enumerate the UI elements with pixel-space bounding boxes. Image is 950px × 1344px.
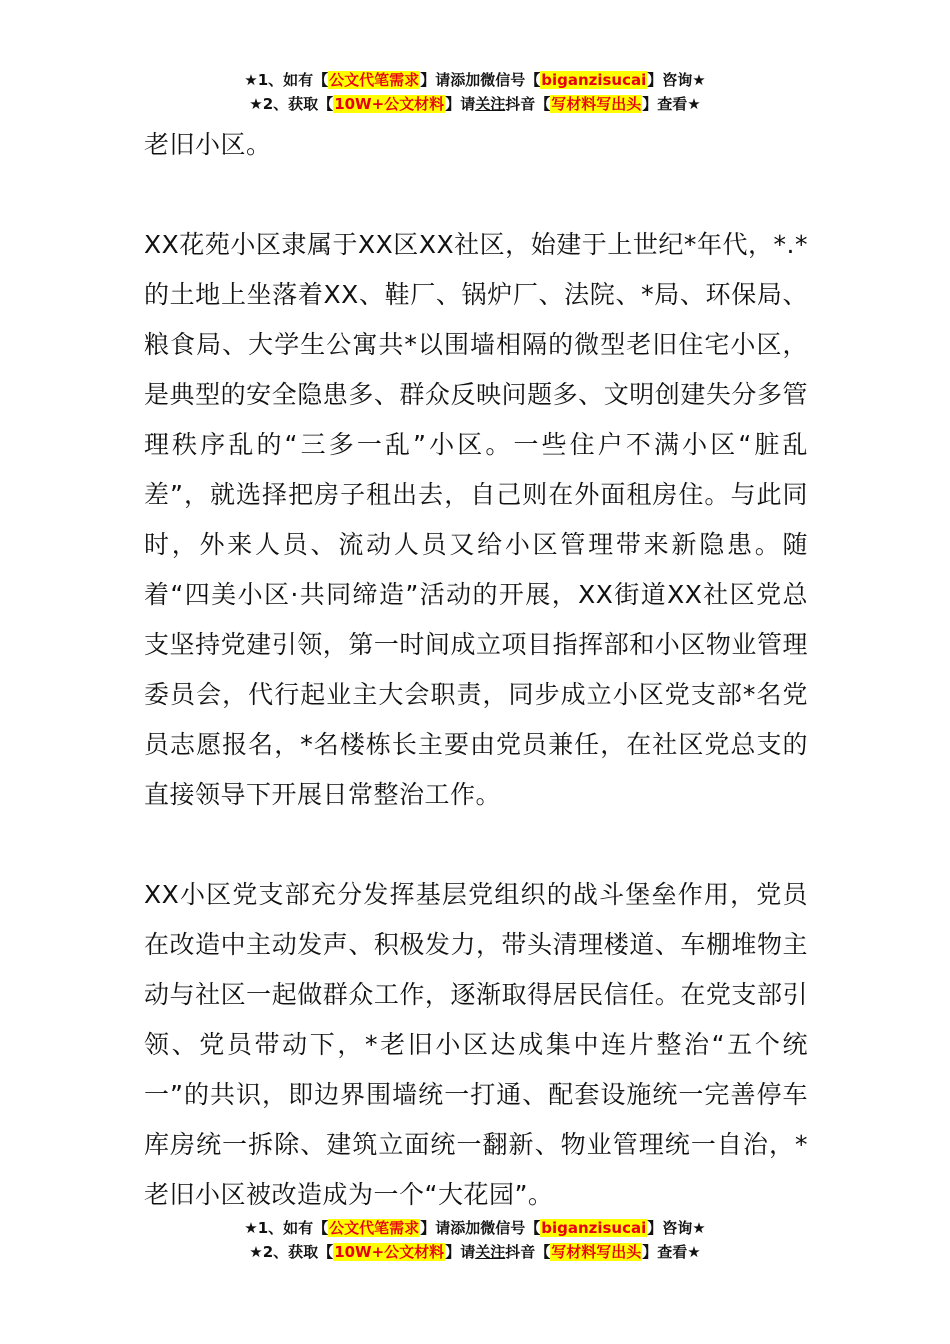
follow-text: 关注: [475, 1243, 506, 1261]
paragraph-gap: [144, 170, 808, 220]
highlight-service: 公文代笔需求: [329, 71, 420, 89]
highlight-wechat-id: biganzisucai: [541, 1219, 647, 1237]
highlight-account: 写材料写出头: [551, 95, 642, 113]
header-banner: [0, 68, 950, 116]
highlight-service: 公文代笔需求: [329, 1219, 420, 1237]
document-body: [144, 120, 808, 1220]
banner-line-2: ★2、获取【10W+公文材料】请关注抖音【写材料写出头】查看★: [249, 1243, 701, 1261]
footer-banner: [0, 1216, 950, 1264]
banner-line-1: ★1、如有【公文代笔需求】请添加微信号【biganzisucai】咨询★: [244, 71, 706, 89]
paragraph-0: 老旧小区。: [144, 130, 272, 159]
banner-line-1: ★1、如有【公文代笔需求】请添加微信号【biganzisucai】咨询★: [244, 1219, 706, 1237]
paragraph-2: XX小区党支部充分发挥基层党组织的战斗堡垒作用，党员在改造中主动发声、积极发力，带头清理楼道、车棚堆物主动与社区一起做群众工作，逐渐取得居民信任。在党支部引领、党员带动下，*老旧小区达成集中连片整治“五个统一”的共识，即边界围墙统一打通、配套设施统一完善停车库房统一拆除、建筑立面统一翻新、物业管理统一自治，*老旧小区被改造成为一个“大花园”。: [144, 880, 808, 1209]
highlight-materials: 10W+公文材料: [334, 95, 445, 113]
follow-text: 关注: [475, 95, 506, 113]
highlight-wechat-id: biganzisucai: [541, 71, 647, 89]
highlight-account: 写材料写出头: [551, 1243, 642, 1261]
highlight-materials: 10W+公文材料: [334, 1243, 445, 1261]
paragraph-1: XX花苑小区隶属于XX区XX社区，始建于上世纪*年代，*.*的土地上坐落着XX、鞋厂、锅炉厂、法院、*局、环保局、粮食局、大学生公寓共*以围墙相隔的微型老旧住宅小区，是典型的安全隐患多、群众反映问题多、文明创建失分多管理秩序乱的“三多一乱”小区。一些住户不满小区“脏乱差”，就选择把房子租出去，自己则在外面租房住。与此同时，外来人员、流动人员又给小区管理带来新隐患。随着“四美小区·共同缔造”活动的开展，XX街道XX社区党总支坚持党建引领，第一时间成立项目指挥部和小区物业管理委员会，代行起业主大会职责，同步成立小区党支部*名党员志愿报名，*名楼栋长主要由党员兼任，在社区党总支的直接领导下开展日常整治工作。: [144, 230, 808, 809]
paragraph-gap: [144, 820, 808, 870]
banner-line-2: ★2、获取【10W+公文材料】请关注抖音【写材料写出头】查看★: [249, 95, 701, 113]
